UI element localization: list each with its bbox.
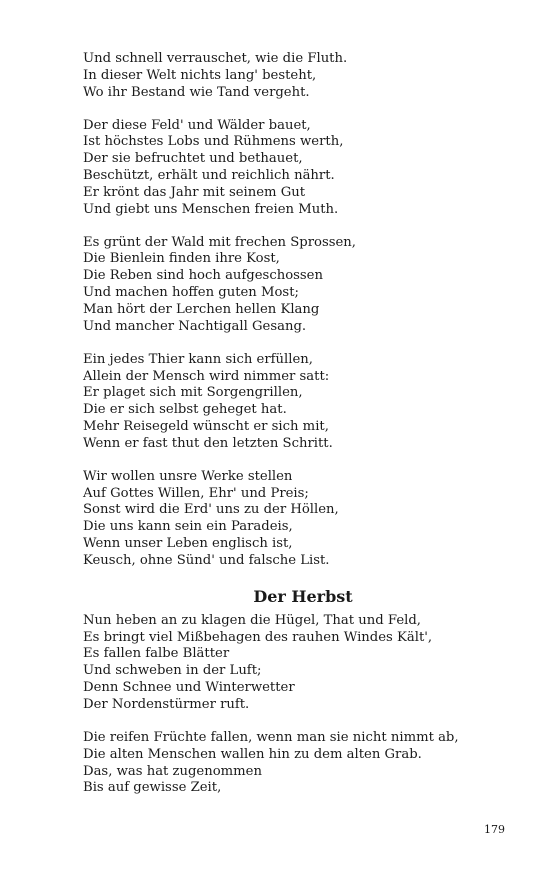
poem-text xyxy=(83,51,523,813)
verse-line: In dieser Welt nichts lang' besteht, xyxy=(83,67,317,83)
poem-part-1 xyxy=(83,51,523,570)
stanza xyxy=(83,118,523,219)
verse-line: Keusch, ohne Sünd' und falsche List. xyxy=(83,552,330,568)
verse-line: Die uns kann sein ein Paradeis, xyxy=(83,519,293,535)
verse-line: Auf Gottes Willen, Ehr' und Preis; xyxy=(83,485,309,501)
verse-line: Und giebt uns Menschen freien Muth. xyxy=(83,201,339,217)
verse-line: Ist höchstes Lobs und Rühmens werth, xyxy=(83,134,344,150)
stanza xyxy=(83,613,523,714)
verse-line: Die alten Menschen wallen hin zu dem alten Grab. xyxy=(83,746,422,762)
poem-title: Der Herbst xyxy=(253,586,353,606)
poem-part-2 xyxy=(83,613,523,797)
verse-line: Das, was hat zugenommen xyxy=(83,763,262,779)
verse-line: Allein der Mensch wird nimmer satt: xyxy=(83,368,330,384)
verse-line: Die reifen Früchte fallen, wenn man sie nicht nimmt ab, xyxy=(83,729,459,745)
verse-line: Wir wollen unsre Werke stellen xyxy=(83,468,293,484)
verse-line: Wo ihr Bestand wie Tand vergeht. xyxy=(83,84,310,100)
stanza xyxy=(83,730,523,797)
verse-line: Die er sich selbst geheget hat. xyxy=(83,402,287,418)
page-number: 179 xyxy=(484,823,505,836)
stanza xyxy=(83,235,523,336)
verse-line: Der sie befruchtet und bethauet, xyxy=(83,151,303,167)
verse-line: Nun heben an zu klagen die Hügel, That und Feld, xyxy=(83,612,421,628)
verse-line: Es fallen falbe Blätter xyxy=(83,646,230,662)
verse-line: Beschützt, erhält und reichlich nährt. xyxy=(83,168,335,184)
verse-line: Ein jedes Thier kann sich erfüllen, xyxy=(83,351,313,367)
verse-line: Es grünt der Wald mit frechen Sprossen, xyxy=(83,234,356,250)
stanza xyxy=(83,469,523,570)
verse-line: Und schweben in der Luft; xyxy=(83,663,262,679)
verse-line: Man hört der Lerchen hellen Klang xyxy=(83,301,320,317)
verse-line: Und schnell verrauschet, wie die Fluth. xyxy=(83,51,348,66)
verse-line: Er krönt das Jahr mit seinem Gut xyxy=(83,184,306,200)
verse-line: Wenn unser Leben englisch ist, xyxy=(83,536,293,552)
verse-line: Wenn er fast thut den letzten Schritt. xyxy=(83,435,333,451)
verse-line: Denn Schnee und Winterwetter xyxy=(83,680,295,696)
verse-line: Der diese Feld' und Wälder bauet, xyxy=(83,117,311,133)
verse-line: Der Nordenstürmer ruft. xyxy=(83,697,250,712)
stanza xyxy=(83,51,523,102)
verse-line: Es bringt viel Mißbehagen des rauhen Windes Kält', xyxy=(83,629,433,645)
verse-line: Bis auf gewisse Zeit, xyxy=(83,780,222,796)
verse-line: Die Bienlein finden ihre Kost, xyxy=(83,251,280,267)
verse-line: Die Reben sind hoch aufgeschossen xyxy=(83,268,323,284)
verse-line: Sonst wird die Erd' uns zu der Höllen, xyxy=(83,502,339,518)
verse-line: Und mancher Nachtigall Gesang. xyxy=(83,318,307,334)
verse-line: Und machen hoffen guten Most; xyxy=(83,285,299,301)
verse-line: Mehr Reisegeld wünscht er sich mit, xyxy=(83,419,329,435)
stanza xyxy=(83,352,523,453)
verse-line: Er plaget sich mit Sorgengrillen, xyxy=(83,385,303,401)
